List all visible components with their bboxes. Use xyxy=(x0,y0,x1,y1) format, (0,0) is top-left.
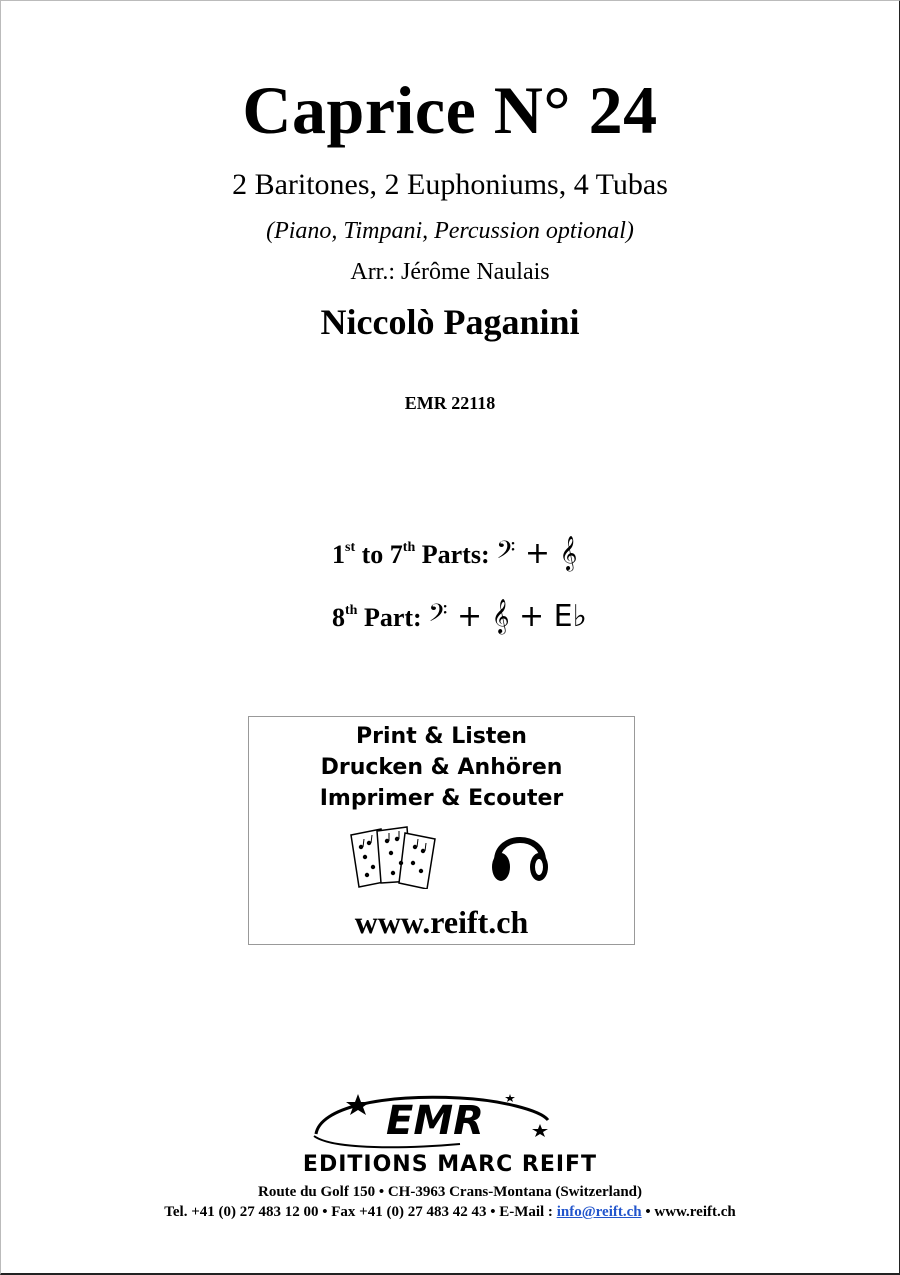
ordinal-suffix: st xyxy=(345,540,356,555)
optional-instruments: (Piano, Timpani, Percussion optional) xyxy=(266,218,634,244)
arranger: Arr.: Jérôme Naulais xyxy=(350,259,550,285)
publisher-name: EDITIONS MARC REIFT xyxy=(302,1152,598,1177)
catalog-number: EMR 22118 xyxy=(404,393,496,413)
contact-phone-fax: Tel. +41 (0) 27 483 12 00 • Fax +41 (0) 27 483 42 43 • E-Mail : xyxy=(164,1204,557,1220)
part-8 xyxy=(332,594,587,635)
instrumentation: 2 Baritones, 2 Euphoniums, 4 Tubas xyxy=(232,168,668,201)
promo-line-en: Print & Listen xyxy=(356,724,527,749)
email-link[interactable]: info@reift.ch xyxy=(556,1204,642,1220)
ordinal-suffix: th xyxy=(402,540,416,555)
sheet-music-icon xyxy=(347,823,443,894)
range-text: to 7 xyxy=(355,540,403,569)
clef-icons: 𝄢 + 𝄞 xyxy=(496,536,578,571)
promo-line-de: Drucken & Anhören xyxy=(320,755,563,780)
score-title: Caprice N° 24 xyxy=(242,72,658,148)
ordinal: 1 xyxy=(332,540,345,569)
publisher-contact xyxy=(0,1202,900,1222)
promo-url[interactable]: www.reift.ch xyxy=(354,904,529,940)
logo-text: EMR xyxy=(386,1098,484,1144)
emr-logo xyxy=(310,1088,560,1159)
headphones-icon xyxy=(489,821,551,890)
clef-icons: 𝄢 + 𝄞 + E♭ xyxy=(428,599,587,634)
promo-line-fr: Imprimer & Ecouter xyxy=(319,786,564,811)
composer: Niccolò Paganini xyxy=(320,302,580,342)
print-listen-box[interactable] xyxy=(248,716,635,945)
publisher-address: Route du Golf 150 • CH-3963 Crans-Montana (Switzerland) xyxy=(258,1184,642,1200)
part-label: Part: xyxy=(357,603,429,632)
ordinal-suffix: th xyxy=(345,603,358,618)
parts-1-to-7 xyxy=(332,531,577,572)
ordinal: 8 xyxy=(332,603,345,632)
parts-label: Parts: xyxy=(415,540,497,569)
contact-website: • www.reift.ch xyxy=(641,1204,736,1220)
